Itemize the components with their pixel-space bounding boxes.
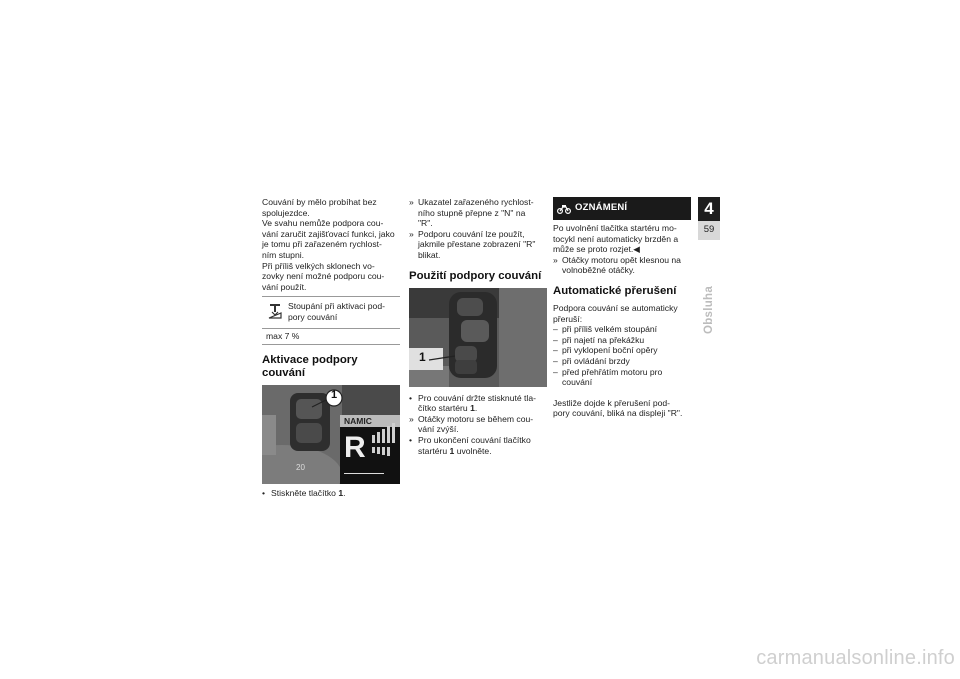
column-1 xyxy=(262,197,400,499)
notice-header xyxy=(553,197,691,220)
heading-auto-interrupt: Automatické přerušení xyxy=(553,284,677,297)
paragraph-passenger: Couvání by mělo probíhat bez spolujezdce. xyxy=(262,197,377,218)
bullet-marker: • xyxy=(262,487,266,498)
interrupt-intro: Podpora couvání se automaticky přeruší: xyxy=(553,302,678,324)
spec-row xyxy=(262,297,400,328)
notice-title: OZNÁMENÍ xyxy=(575,202,628,214)
result-rpm-idle: » Otáčky motoru opět klesnou na volnoběžné otáčky. xyxy=(553,254,681,276)
paragraph-incline: Při příliš velkých sklonech vo- zovky není možné podporu cou- vání použít. xyxy=(262,260,385,292)
display-mode-text: NAMIC xyxy=(344,415,372,426)
usage-steps xyxy=(409,393,547,457)
result-gear-indicator: » Ukazatel zařazeného rychlost- ního stupně přepne z "N" na "R". xyxy=(409,197,534,229)
spec-value: max 7 % xyxy=(262,328,400,344)
list-item: – při najetí na překážku xyxy=(553,334,645,345)
spec-table xyxy=(262,296,400,345)
notice-text: Po uvolnění tlačítka startéru mo- tocykl není automaticky brzděn a může se proto rozjet.◀ xyxy=(553,223,679,255)
step-hold-starter: • Pro couvání držte stisknuté tla- čítko startéru 1. xyxy=(409,392,536,414)
column-2 xyxy=(409,197,547,456)
incline-icon xyxy=(262,301,288,319)
handlebar-display-photo xyxy=(262,385,400,484)
speedometer-label: 20 xyxy=(296,462,305,472)
callout-number: 1 xyxy=(419,349,426,364)
heading-usage: Použití podpory couvání xyxy=(409,269,542,282)
spec-label: Stoupání při aktivaci pod- pory couvání xyxy=(288,301,385,322)
list-item: – před přehřátím motoru pro couvání xyxy=(553,366,663,388)
column-3 xyxy=(553,197,691,419)
interrupt-list xyxy=(553,324,691,388)
motorcycle-notice-icon xyxy=(553,204,575,214)
paragraph-slope: Ve svahu nemůže podpora cou- vání zaručit zajišťovací funkci, jako je tomu při zařazeném rychlost- ním stupni. xyxy=(262,218,395,260)
interrupt-closing: Jestliže dojde k přerušení pod- pory couvání, bliká na displeji "R". xyxy=(553,397,683,419)
step-press-button: • Stiskněte tlačítko 1. xyxy=(262,487,346,498)
display-gear-indicator: R xyxy=(344,430,366,464)
list-item: – při ovládání brzdy xyxy=(553,355,630,366)
callout-number: 1 xyxy=(330,388,338,401)
result-rpm-increase: » Otáčky motoru se během cou- vání zvýší. xyxy=(409,413,534,435)
page-number: 59 xyxy=(703,224,715,235)
list-item: – při příliš velkém stoupání xyxy=(553,324,658,335)
result-reverse-ready: » Podporu couvání lze použít, jakmile přestane zobrazení "R" blikat. xyxy=(409,228,536,260)
step-release-starter: • Pro ukončení couvání tlačítko startéru 1 uvolněte. xyxy=(409,434,531,456)
watermark: carmanualsonline.info xyxy=(756,647,955,669)
heading-activation: Aktivace podpory couvání xyxy=(262,353,358,379)
starter-button-photo xyxy=(409,288,547,387)
list-item: – při vyklopení boční opěry xyxy=(553,345,658,356)
chapter-number: 4 xyxy=(698,197,720,221)
chapter-side-label: Obsluha xyxy=(703,285,715,335)
